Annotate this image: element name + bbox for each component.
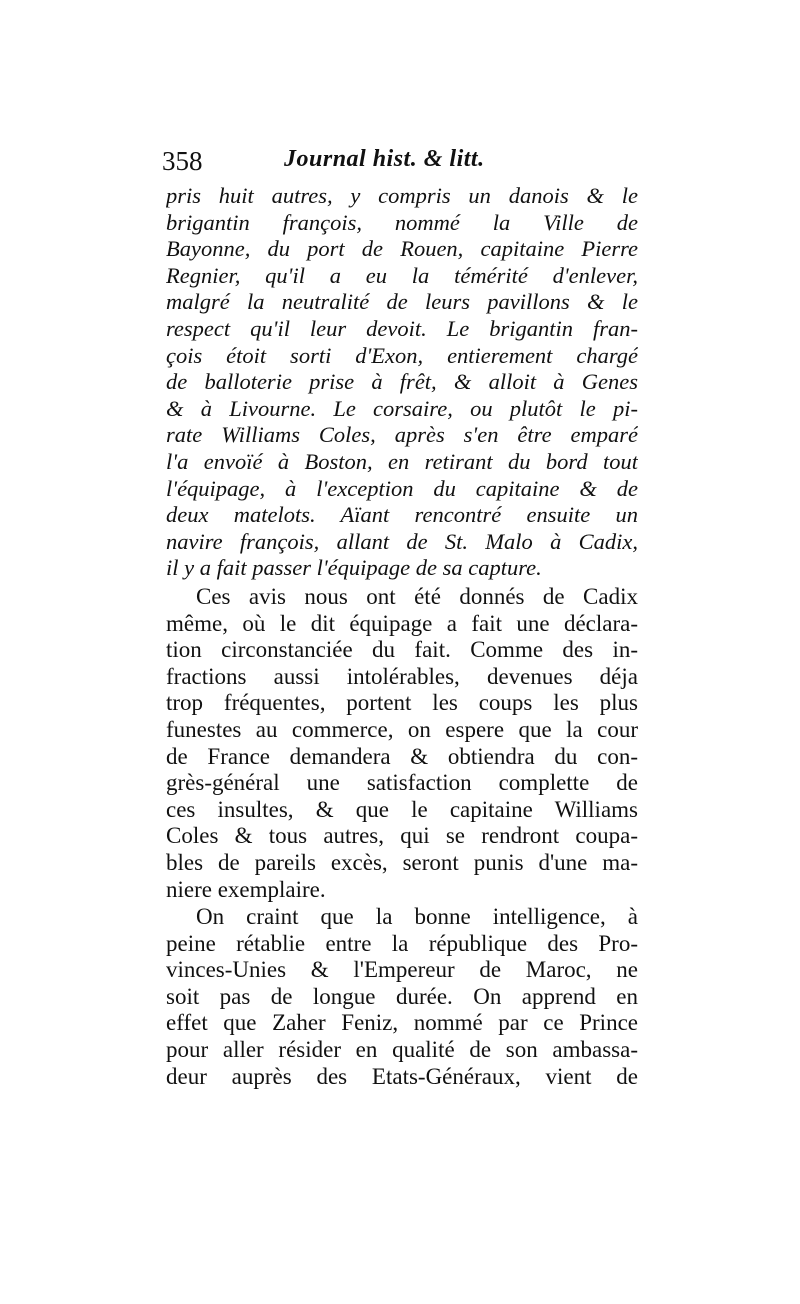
- text-line: soit pas de longue durée. On apprend en: [166, 983, 638, 1009]
- paragraph-1: [166, 584, 638, 903]
- text-line: vinces-Unies & l'Empereur de Maroc, ne: [166, 957, 638, 983]
- text-line: navire françois, allant de St. Malo à Cadix,: [166, 528, 638, 554]
- text-line: l'équipage, à l'exception du capitaine & de: [166, 475, 638, 501]
- text-line: pris huit autres, y compris un danois & le: [166, 183, 638, 208]
- text-line: funestes au commerce, on espere que la cour: [166, 716, 638, 742]
- text-line: fractions aussi intolérables, devenues déja: [166, 663, 638, 689]
- paragraph-2: [166, 904, 638, 1090]
- italic-paragraph: [166, 183, 638, 582]
- text-line: deur auprès des Etats-Généraux, vient de: [166, 1063, 638, 1089]
- running-title: Journal hist. & litt.: [284, 146, 485, 172]
- text-line: peine rétablie entre la république des Pro-: [166, 930, 638, 956]
- text-line: de balloterie prise à frêt, & alloit à Genes: [166, 369, 638, 395]
- page-header: [162, 146, 642, 182]
- text-line: de France demandera & obtiendra du con-: [166, 743, 638, 769]
- text-line: brigantin françois, nommé la Ville de: [166, 209, 638, 235]
- text-line: rate Williams Coles, après s'en être emparé: [166, 422, 638, 448]
- text-line: l'a envoïé à Boston, en retirant du bord tout: [166, 448, 638, 474]
- text-line: On craint que la bonne intelligence, à: [196, 904, 638, 929]
- text-line: deux matelots. Aïant rencontré ensuite un: [166, 502, 638, 528]
- text-line: respect qu'il leur devoit. Le brigantin fran-: [166, 315, 638, 341]
- text-line: Ces avis nous ont été donnés de Cadix: [196, 584, 638, 609]
- text-line: effet que Zaher Feniz, nommé par ce Prince: [166, 1010, 638, 1036]
- text-line: pour aller résider en qualité de son ambassa-: [166, 1036, 638, 1062]
- text-line: même, où le dit équipage a fait une déclara-: [166, 610, 638, 636]
- text-line: Coles & tous autres, qui se rendront coupa-: [166, 823, 638, 849]
- text-line: çois étoit sorti d'Exon, entierement chargé: [166, 342, 638, 368]
- text-line: bles de pareils excès, seront punis d'une ma-: [166, 849, 638, 875]
- page-number: 358: [162, 146, 203, 176]
- text-line: ces insultes, & que le capitaine Williams: [166, 796, 638, 822]
- text-line: tion circonstanciée du fait. Comme des in-: [166, 637, 638, 663]
- text-line: il y a fait passer l'équipage de sa capture.: [166, 555, 542, 581]
- text-line: trop fréquentes, portent les coups les plus: [166, 690, 638, 716]
- text-line: Regnier, qu'il a eu la témérité d'enlever,: [166, 262, 638, 288]
- text-line: malgré la neutralité de leurs pavillons & le: [166, 289, 638, 315]
- text-line: Bayonne, du port de Rouen, capitaine Pierre: [166, 236, 638, 262]
- text-line: & à Livourne. Le corsaire, ou plutôt le pi-: [166, 395, 638, 421]
- text-line: niere exemplaire.: [166, 876, 326, 902]
- text-line: grès-général une satisfaction complette de: [166, 770, 638, 796]
